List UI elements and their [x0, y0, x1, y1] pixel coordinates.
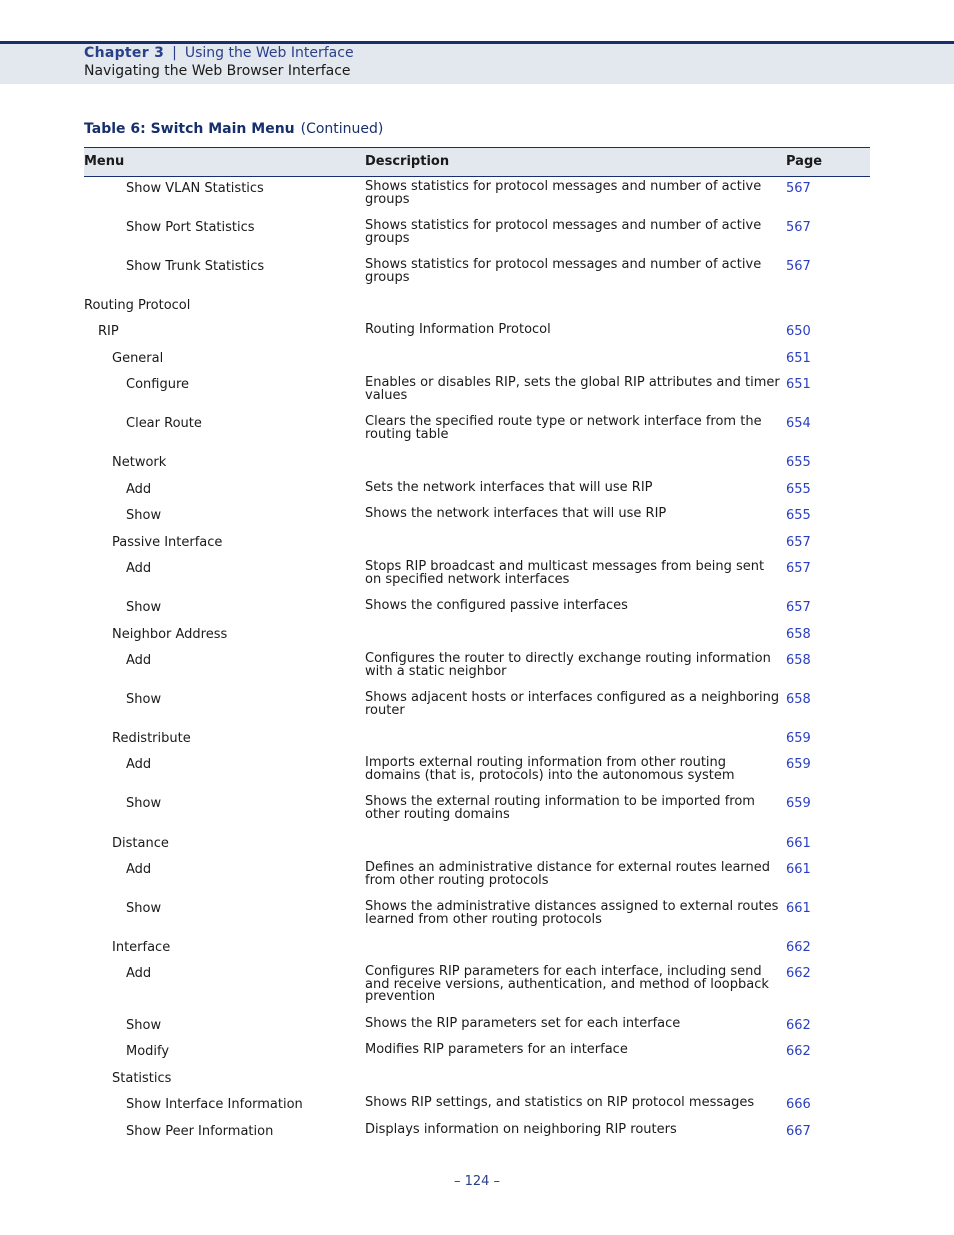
chapter-label: Chapter 3 — [84, 45, 165, 61]
menu-cell: Neighbor Address — [112, 627, 228, 642]
menu-cell: Statistics — [112, 1071, 172, 1086]
menu-cell: Add — [126, 653, 152, 668]
menu-cell: Routing Protocol — [84, 298, 191, 313]
table-header-row — [84, 147, 870, 177]
description-cell: Stops RIP broadcast and multicast messages from being sent on specified network interfaces — [365, 559, 765, 587]
menu-cell: Show — [126, 1018, 162, 1033]
menu-cell: Passive Interface — [112, 535, 223, 550]
column-header-description: Description — [365, 154, 450, 169]
description-cell: Shows the external routing information to be imported from other routing domains — [365, 794, 755, 822]
menu-cell: Add — [126, 862, 152, 877]
page-link[interactable]: 658 — [786, 627, 811, 642]
page-link[interactable]: 661 — [786, 836, 811, 851]
description-cell: Configures RIP parameters for each interface, including send and receive versions, authentication, and method of loopback prevention — [365, 964, 769, 1005]
description-cell: Clears the specified route type or network interface from the routing table — [365, 414, 762, 442]
page-link[interactable]: 659 — [786, 757, 811, 772]
page-link[interactable]: 655 — [786, 482, 811, 497]
menu-cell: RIP — [98, 324, 119, 339]
page-link[interactable]: 650 — [786, 324, 811, 339]
menu-cell: Show — [126, 796, 162, 811]
page-link[interactable]: 661 — [786, 901, 811, 916]
description-cell: Displays information on neighboring RIP routers — [365, 1122, 677, 1137]
menu-cell: Add — [126, 561, 152, 576]
description-cell: Shows the network interfaces that will use RIP — [365, 506, 667, 521]
page-link[interactable]: 655 — [786, 455, 811, 470]
menu-cell: Clear Route — [126, 416, 202, 431]
table-caption-title: Table 6: Switch Main Menu — [84, 121, 295, 137]
description-cell: Routing Information Protocol — [365, 322, 551, 337]
description-cell: Shows the administrative distances assigned to external routes learned from other routing protocols — [365, 899, 779, 927]
menu-cell: Show — [126, 901, 162, 916]
column-header-menu: Menu — [84, 154, 125, 169]
page-link[interactable]: 655 — [786, 508, 811, 523]
description-cell: Shows the configured passive interfaces — [365, 598, 628, 613]
chapter-separator: | — [172, 45, 177, 61]
page-link[interactable]: 659 — [786, 796, 811, 811]
page-link[interactable]: 666 — [786, 1097, 811, 1112]
description-cell: Shows RIP settings, and statistics on RIP protocol messages — [365, 1095, 755, 1110]
page-link[interactable]: 651 — [786, 377, 811, 392]
table-caption — [84, 121, 383, 137]
page-link[interactable]: 658 — [786, 653, 811, 668]
menu-cell: Configure — [126, 377, 190, 392]
description-cell: Shows adjacent hosts or interfaces configured as a neighboring router — [365, 690, 780, 718]
menu-cell: Show VLAN Statistics — [126, 181, 264, 196]
description-cell: Modifies RIP parameters for an interface — [365, 1042, 628, 1057]
menu-cell: General — [112, 351, 164, 366]
page-link[interactable]: 567 — [786, 259, 811, 274]
chapter-heading — [84, 45, 354, 61]
menu-cell: Modify — [126, 1044, 170, 1059]
page-link[interactable]: 657 — [786, 535, 811, 550]
description-cell: Shows the RIP parameters set for each interface — [365, 1016, 681, 1031]
menu-cell: Interface — [112, 940, 171, 955]
page-link[interactable]: 651 — [786, 351, 811, 366]
menu-cell: Add — [126, 966, 152, 981]
page-link[interactable]: 667 — [786, 1124, 811, 1139]
menu-cell: Show — [126, 600, 162, 615]
description-cell: Defines an administrative distance for external routes learned from other routing protocols — [365, 860, 771, 888]
menu-cell: Show Peer Information — [126, 1124, 274, 1139]
page-link[interactable]: 658 — [786, 692, 811, 707]
menu-cell: Add — [126, 482, 152, 497]
page-link[interactable]: 662 — [786, 940, 811, 955]
menu-cell: Show Interface Information — [126, 1097, 303, 1112]
menu-cell: Redistribute — [112, 731, 191, 746]
page-link[interactable]: 657 — [786, 600, 811, 615]
description-cell: Shows statistics for protocol messages and number of active groups — [365, 218, 762, 246]
description-cell: Enables or disables RIP, sets the global RIP attributes and timer values — [365, 375, 780, 403]
description-cell: Shows statistics for protocol messages and number of active groups — [365, 179, 762, 207]
page-link[interactable]: 662 — [786, 966, 811, 981]
description-cell: Shows statistics for protocol messages and number of active groups — [365, 257, 762, 285]
page-link[interactable]: 567 — [786, 220, 811, 235]
page-link[interactable]: 662 — [786, 1018, 811, 1033]
section-title: Navigating the Web Browser Interface — [84, 63, 351, 79]
menu-cell: Network — [112, 455, 167, 470]
description-cell: Configures the router to directly exchange routing information with a static neighbor — [365, 651, 771, 679]
menu-cell: Show Trunk Statistics — [126, 259, 265, 274]
menu-cell: Show Port Statistics — [126, 220, 255, 235]
description-cell: Imports external routing information from other routing domains (that is, protocols) into the autonomous system — [365, 755, 735, 783]
page-number: – 124 – — [453, 1174, 501, 1189]
page-link[interactable]: 662 — [786, 1044, 811, 1059]
page-link[interactable]: 657 — [786, 561, 811, 576]
chapter-title: Using the Web Interface — [184, 45, 354, 61]
page-link[interactable]: 567 — [786, 181, 811, 196]
page-link[interactable]: 659 — [786, 731, 811, 746]
menu-cell: Distance — [112, 836, 169, 851]
page-link[interactable]: 661 — [786, 862, 811, 877]
column-header-page: Page — [786, 154, 823, 169]
page-link[interactable]: 654 — [786, 416, 811, 431]
menu-cell: Show — [126, 508, 162, 523]
table-caption-continued: (Continued) — [300, 121, 384, 137]
menu-cell: Add — [126, 757, 152, 772]
menu-cell: Show — [126, 692, 162, 707]
description-cell: Sets the network interfaces that will use RIP — [365, 480, 653, 495]
